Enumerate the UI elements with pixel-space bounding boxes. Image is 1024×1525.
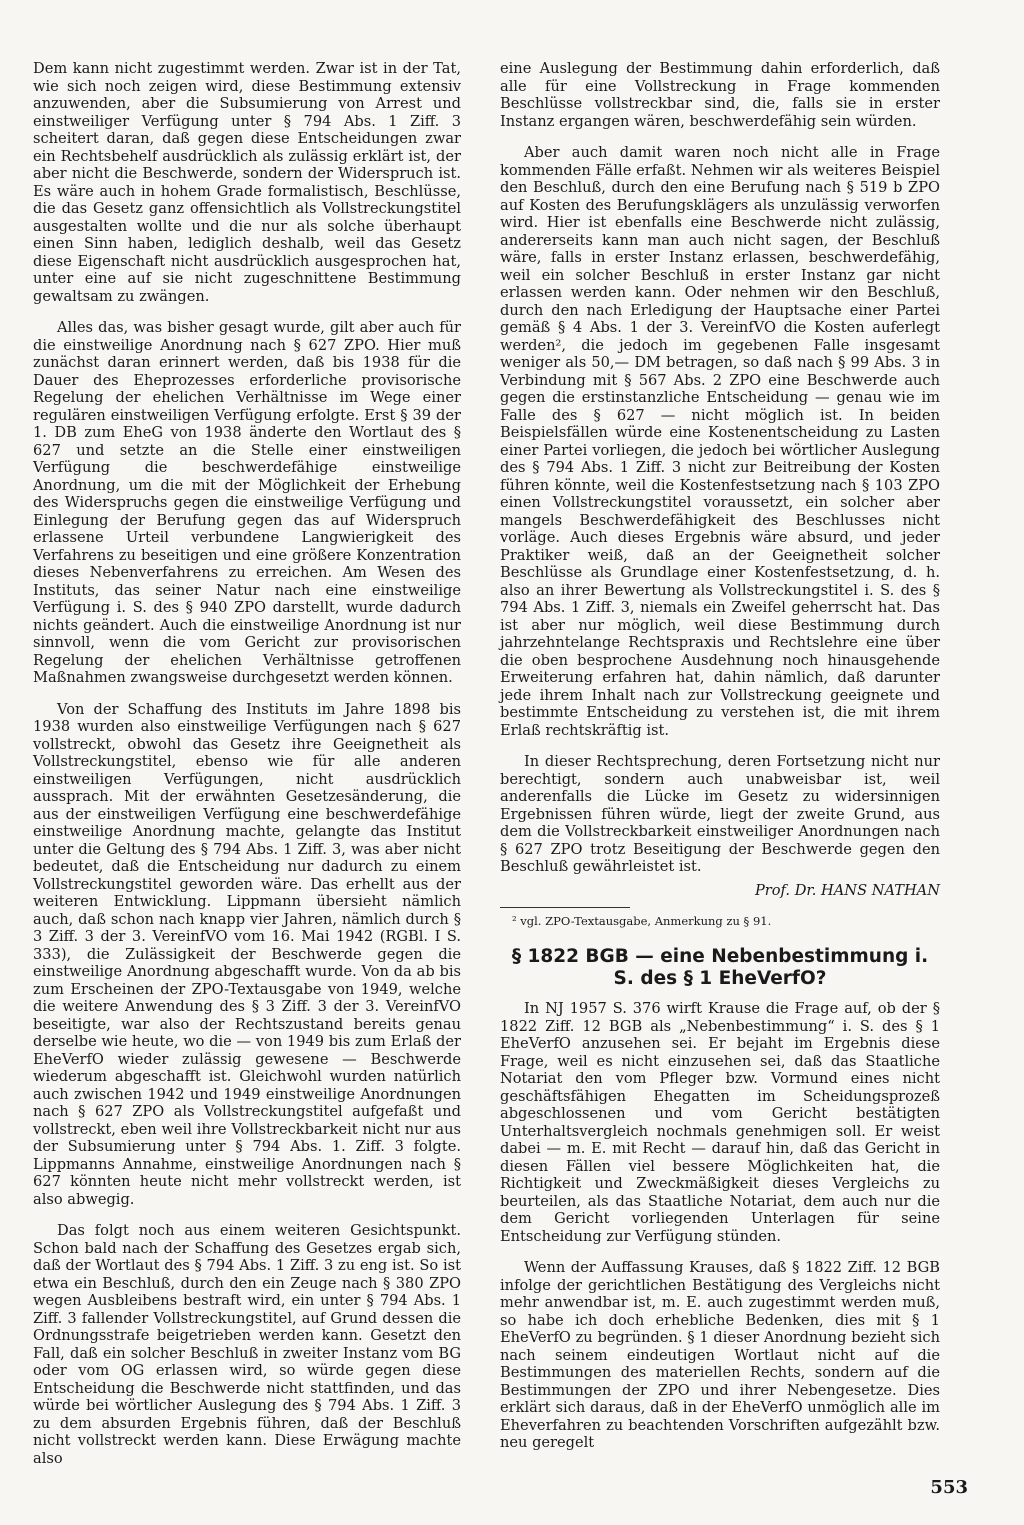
paragraph: In dieser Rechtsprechung, deren Fortsetzung nicht nur berechtigt, sondern auch unabweisbar ist, weil anderenfalls die Lücke im Gesetz zu widersinnigen Ergebnissen führen würde, liegt der zweite Grund, aus dem die Vollstreckbarkeit einstweiliger Anordnungen nach § 627 ZPO trotz Beseitigung der Beschwerde gegen den Beschluß gewährleistet ist.: [500, 753, 940, 875]
footnote-divider: [500, 907, 630, 908]
paragraph: Alles das, was bisher gesagt wurde, gilt aber auch für die einstweilige Anordnung nach § 627 ZPO. Hier muß zunächst daran erinnert werden, daß bis 1938 für die Dauer des Eheprozesses erforderliche provisorische Regelung der ehelichen Verhältnisse im Wege einer regulären einstweiligen Verfügung erfolgte. Erst § 39 der 1. DB zum EheG von 1938 änderte den Wortlaut des § 627 und setzte an die Stelle einer einstweiligen Verfügung die beschwerdefähige einstweilige Anordnung, um die mit der Möglichkeit der Erhebung des Widerspruchs gegen die einstweilige Verfügung und Einlegung der Berufung gegen das auf Widerspruch erlassene Urteil verbundene Langwierigkeit des Verfahrens zu beseitigen und eine größere Konzentration dieses Nebenverfahrens zu erreichen. Am Wesen des Instituts, das seiner Natur nach eine einstweilige Verfügung i. S. des § 940 ZPO darstellt, wurde dadurch nichts geändert. Auch die einstweilige Anordnung ist nur sinnvoll, wenn die vom Gericht zur provisorischen Regelung der ehelichen Verhältnisse getroffenen Maßnahmen zwangsweise durchgesetzt werden können.: [33, 319, 461, 686]
paragraph: Wenn der Auffassung Krauses, daß § 1822 Ziff. 12 BGB infolge der gerichtlichen Bestätigung des Vergleichs nicht mehr anwendbar ist, m. E. auch zugestimmt werden muß, so habe ich doch erhebliche Bedenken, dies mit § 1 EheVerfO zu begründen. § 1 dieser Anordnung bezieht sich nach seinem eindeutigen Wortlaut nicht auf die Bestimmungen des materiellen Rechts, sondern auf die Bestimmungen der ZPO und ihrer Nebengesetze. Dies erklärt sich daraus, daß in der EheVerfO unmöglich alle im Eheverfahren zu beachtenden Vorschriften aufgezählt bzw. neu geregelt: [500, 1259, 940, 1451]
paragraph: Dem kann nicht zugestimmt werden. Zwar ist in der Tat, wie sich noch zeigen wird, diese Bestimmung extensiv anzuwenden, aber die Subsumierung von Arrest und einstweiliger Verfügung unter § 794 Abs. 1 Ziff. 3 scheitert daran, daß gegen diese Entscheidungen zwar ein Rechtsbehelf ausdrücklich als zulässig erklärt ist, der aber nicht die Beschwerde, sondern der Widerspruch ist. Es wäre auch in hohem Grade formalistisch, Beschlüsse, die das Gesetz ganz offensichtlich als Vollstreckungstitel ausgestalten wollte und die nur als solche überhaupt einen Sinn haben, lediglich deshalb, weil das Gesetz diese Eigenschaft nicht ausdrücklich ausgesprochen hat, unter eine auf sie nicht zugeschnittene Bestimmung gewaltsam zu zwängen.: [33, 60, 461, 305]
paragraph: In NJ 1957 S. 376 wirft Krause die Frage auf, ob der § 1822 Ziff. 12 BGB als „Nebenbestimmung“ i. S. des § 1 EheVerfO anzusehen sei. Er bejaht im Ergebnis diese Frage, weil es nicht einzusehen sei, daß das Staatliche Notariat den vom Pfleger bzw. Vormund eines nicht geschäftsfähigen Ehegatten im Scheidungsprozeß abgeschlossenen und vom Gericht bestätigten Unterhaltsvergleich nochmals genehmigen soll. Er weist dabei — m. E. mit Recht — darauf hin, daß das Gericht in diesen Fällen viel bessere Möglichkeiten hat, die Richtigkeit und Zweckmäßigkeit dieses Vergleichs zu beurteilen, als das Staatliche Notariat, dem auch nur die dem Gericht vorliegenden Unterlagen für seine Entscheidung zur Verfügung stünden.: [500, 1000, 940, 1245]
right-column: [500, 60, 940, 1466]
paragraph: eine Auslegung der Bestimmung dahin erforderlich, daß alle für eine Vollstreckung in Frage kommenden Beschlüsse vollstreckbar sind, die, falls sie in erster Instanz ergangen wären, beschwerdefähig sein würden.: [500, 60, 940, 130]
footnote: ² vgl. ZPO-Textausgabe, Anmerkung zu § 91.: [512, 914, 772, 928]
page-number: 553: [930, 1477, 968, 1498]
author-signature: Prof. Dr. HANS NATHAN: [754, 881, 940, 899]
paragraph: Von der Schaffung des Instituts im Jahre 1898 bis 1938 wurden also einstweilige Verfügungen nach § 627 vollstreckt, obwohl das Gesetz ihre Geeignetheit als Vollstreckungstitel, ebenso wie für alle anderen einstweiligen Verfügungen, nicht ausdrücklich aussprach. Mit der erwähnten Gesetzesänderung, die aus der einstweiligen Verfügung eine beschwerdefähige einstweilige Anordnung machte, gelangte das Institut unter die Geltung des § 794 Abs. 1 Ziff. 3, was aber nicht bedeutet, daß die Entscheidung nur dadurch zu einem Vollstreckungstitel geworden wäre. Das erhellt aus der weiteren Entwicklung. Lippmann übersieht nämlich auch, daß schon nach knapp vier Jahren, nämlich durch § 3 Ziff. 3 der 3. VereinfVO vom 16. Mai 1942 (RGBl. I S. 333), die Zulässigkeit der Beschwerde gegen die einstweilige Anordnung abgeschafft wurde. Von da ab bis zum Erscheinen der ZPO-Textausgabe von 1949, welche die weitere Anwendung des § 3 Ziff. 3 der 3. VereinfVO beseitigte, war also der Rechtszustand bereits genau derselbe wie heute, wo die — von 1949 bis zum Erlaß der EheVerfO wieder zulässig gewesene — Beschwerde wiederum abgeschafft ist. Gleichwohl wurden natürlich auch zwischen 1942 und 1949 einstweilige Anordnungen nach § 627 ZPO als Vollstreckungstitel aufgefaßt und vollstreckt, eben weil ihre Vollstreckbarkeit nicht nur aus der Subsumierung unter § 794 Abs. 1. Ziff. 3 folgte. Lippmanns Annahme, einstweilige Anordnungen nach § 627 könnten heute nicht mehr vollstreckt werden, ist also abwegig.: [33, 700, 461, 1208]
section-heading: § 1822 BGB — eine Nebenbestimmung i. S. des § 1 EheVerfO?: [511, 946, 929, 989]
paragraph: Aber auch damit waren noch nicht alle in Frage kommenden Fälle erfaßt. Nehmen wir als weiteres Beispiel den Beschluß, durch den eine Berufung nach § 519 b ZPO auf Kosten des Berufungsklägers als unzulässig verworfen wird. Hier ist ebenfalls eine Beschwerde nicht zulässig, andererseits kann man auch nicht sagen, der Beschluß wäre, falls in erster Instanz erlassen, beschwerdefähig, weil ein solcher Beschluß in erster Instanz gar nicht erlassen werden kann. Oder nehmen wir den Beschluß, durch den nach Erledigung der Hauptsache einer Partei gemäß § 4 Abs. 1 der 3. VereinfVO die Kosten auferlegt werden², die jedoch im gegebenen Falle insgesamt weniger als 50,— DM betragen, so daß nach § 99 Abs. 3 in Verbindung mit § 567 Abs. 2 ZPO eine Beschwerde auch gegen die erstinstanzliche Entscheidung — genau wie im Falle des § 627 — nicht möglich ist. In beiden Beispielsfällen würde eine Kostenentscheidung zu Lasten einer Partei vorliegen, die jedoch bei wörtlicher Auslegung des § 794 Abs. 1 Ziff. 3 nicht zur Beitreibung der Kosten führen könnte, weil die Kostenfestsetzung nach § 103 ZPO einen Vollstreckungstitel voraussetzt, ein solcher aber mangels Beschwerdefähigkeit des Beschlusses nicht vorläge. Auch dieses Ergebnis wäre absurd, und jeder Praktiker weiß, daß an der Geeignetheit solcher Beschlüsse als Grundlage einer Kostenfestsetzung, d. h. also an ihrer Bewertung als Vollstreckungstitel i. S. des § 794 Abs. 1 Ziff. 3, niemals ein Zweifel geherrscht hat. Das ist aber nur möglich, weil diese Bestimmung durch jahrzehntelange Rechtspraxis und Rechtslehre eine über die oben besprochene Ausdehnung noch hinausgehende Erweiterung erfahren hat, dahin nämlich, daß darunter jede ihrem Inhalt nach zur Vollstreckung geeignete und bestimmte Entscheidung zu verstehen ist, die mit ihrem Erlaß rechtskräftig ist.: [500, 144, 940, 739]
left-column: [33, 60, 461, 1481]
paragraph: Das folgt noch aus einem weiteren Gesichtspunkt. Schon bald nach der Schaffung des Gesetzes ergab sich, daß der Wortlaut des § 794 Abs. 1 Ziff. 3 zu eng ist. So ist etwa ein Beschluß, durch den ein Zeuge nach § 380 ZPO wegen Ausbleibens bestraft wird, ein unter § 794 Abs. 1 Ziff. 3 fallender Vollstreckungstitel, auf Grund dessen die Ordnungsstrafe beigetrieben werden kann. Gesetzt den Fall, daß ein solcher Beschluß in zweiter Instanz vom BG oder vom OG erlassen wird, so würde gegen diese Entscheidung die Beschwerde nicht stattfinden, und das würde bei wörtlicher Auslegung des § 794 Abs. 1 Ziff. 3 zu dem absurden Ergebnis führen, daß der Beschluß nicht vollstreckt werden kann. Diese Erwägung machte also: [33, 1222, 461, 1467]
